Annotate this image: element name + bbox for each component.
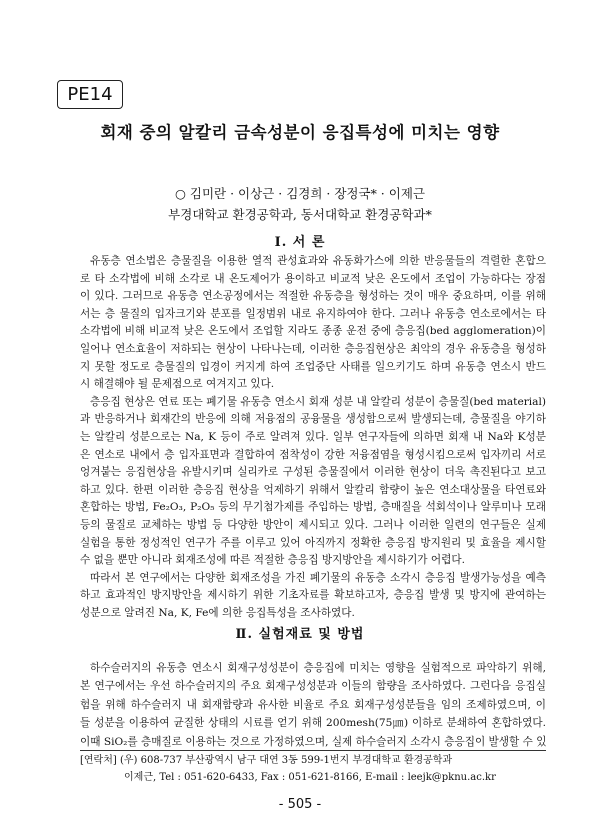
- paragraph-line: 과 반응하거나 회재간의 반응에 의해 저융점의 공융물을 생성함으로써 발생되는데, 층물질을 야기하: [80, 413, 546, 426]
- contact-details: 이제근, Tel : 051-620-6433, Fax : 051-621-8166, E-mail : leejk@pknu.ac.kr: [124, 772, 496, 783]
- paragraph-line: 시 해결해야 될 문제점으로 여겨지고 있다.: [80, 378, 275, 391]
- paragraph-line: 서는 층 물질의 입자크기와 분포를 일정범위 내로 유지하여야 한다. 그러나 유동층 연소로에서는 타: [80, 307, 546, 320]
- paragraph-line: 층응집 현상은 연료 또는 폐기물 유동층 연소시 회재 성분 내 알칼리 성분이 층물질(bed material): [90, 395, 546, 408]
- paragraph-line: 성분으로 알려진 Na, K, Fe에 의한 응집특성을 조사하였다.: [80, 606, 355, 619]
- contact-address: [연락처] (우) 608-737 부산광역시 남구 대연 3동 599-1번지 부경대학교 환경공학과: [80, 755, 453, 766]
- paragraph-line: 유동층 연소법은 층물질을 이용한 열적 관성효과와 유동화가스에 의한 반응물들의 격렬한 혼합으: [90, 255, 546, 267]
- paragraph-line: 엉겨붙는 응집현상을 유발시키며 실리카로 구성된 층물질에서 이러한 현상이 더욱 촉진된다고 보고: [80, 466, 546, 479]
- authors: ○ 김미란 · 이상근 · 김경희 · 장정국* · 이제근: [175, 186, 425, 201]
- paragraph-line: 로 타 소각법에 비해 소각로 내 온도제어가 용이하고 비교적 낮은 온도에서 조업이 가능하다는 장점: [80, 272, 546, 285]
- paragraph-line: 하수슬러지의 유동층 연소시 회재구성성분이 층응집에 미치는 영향을 실험적으로 파악하기 위해,: [90, 662, 546, 674]
- paragraph-line: 은 연소로 내에서 층 입자표면과 결합하여 점착성이 강한 저융점염을 형성시킴으로써 입자끼리 서로: [80, 448, 546, 461]
- paragraph-line: 일어나 연소효율이 저하되는 현상이 나타나는데, 이러한 층응집현상은 최악의 경우 유동층을 형성하: [80, 342, 546, 355]
- paragraph-line: 하고 있다. 한편 이러한 층응집 현상을 억제하기 위해서 알칼리 함량이 높은 연소대상물을 타연료와: [80, 483, 546, 496]
- paragraph-line: 실험을 통한 정성적인 연구가 주를 이루고 있어 아직까지 정확한 층응집 방지원리 및 효율을 제시할: [80, 536, 546, 549]
- section-methods-body: [80, 659, 546, 751]
- paragraph-line: 이 있다. 그러므로 유동층 연소공정에서는 적절한 유동층을 형성하는 것이 매우 중요하며, 이를 위해: [80, 290, 546, 303]
- paper-code-badge: PE14: [57, 80, 123, 109]
- affiliation: 부경대학교 환경공학과, 동서대학교 환경공학과*: [168, 207, 432, 222]
- paragraph-line: 험을 위해 하수슬러지 내 회재함량과 유사한 비율로 주요 회재구성성분들을 임의 조제하였으며, 이: [80, 698, 546, 711]
- section-heading-methods: Ⅱ. 실험재료 및 방법: [235, 627, 365, 642]
- paragraph-line: 소각법에 비해 비교적 낮은 온도에서 조업할 지라도 종종 운전 중에 층응집(bed agglomeration)이: [80, 325, 546, 338]
- paragraph-line: 는 알칼리 성분으로는 Na, K 등이 주로 알려져 있다. 일부 연구자들에 의하면 회재 내 Na와 K성분: [80, 430, 546, 443]
- paragraph-line: 본 연구에서는 우선 하수슬러지의 주요 회재구성성분과 이들의 함량을 조사하였다. 그런다음 응집실: [80, 680, 546, 693]
- paragraph-line: 하고 효과적인 방지방안을 제시하기 위한 기초자료를 확보하고자, 층응집 발생 및 방지에 관여하는: [80, 589, 546, 602]
- paragraph-line: 수 없을 뿐만 아니라 회재조성에 따른 적절한 층응집 방지방안을 제시하기가 어렵다.: [80, 554, 465, 567]
- paper-title: 회재 중의 알칼리 금속성분이 응집특성에 미치는 영향: [100, 123, 500, 142]
- paragraph-line: 들 성분을 이용하여 균질한 상태의 시료를 얻기 위해 200mesh(75㎛) 이하로 분쇄하여 혼합하였다.: [80, 717, 546, 730]
- paragraph-line: 지 못할 정도로 층물질의 입경이 커지게 하여 조업중단 사태를 일으키기도 하며 유동층 연소시 반드: [80, 360, 546, 373]
- section-heading-introduction: Ⅰ. 서 론: [274, 235, 326, 250]
- paragraph-line: 혼합하는 방법, Fe₂O₃, P₂O₅ 등의 무기첨가제를 주입하는 방법, 층매질을 석회석이나 알루미나 모래: [80, 501, 546, 514]
- section-introduction-body: [80, 253, 546, 622]
- paragraph-line: 이때 SiO₂를 층매질로 이용하는 것으로 가정하였으며, 실제 하수슬러지 소각시 층응집이 발생할 수 있: [80, 735, 546, 748]
- paragraph-line: 등의 물질로 교체하는 방법 등 다양한 방안이 제시되고 있다. 그러나 이러한 일련의 연구들은 실제: [80, 518, 546, 531]
- page-number: - 505 -: [278, 797, 322, 812]
- paragraph-line: 따라서 본 연구에서는 다양한 회재조성을 가진 폐기물의 유동층 소각시 층응집 발생가능성을 예측: [90, 571, 546, 584]
